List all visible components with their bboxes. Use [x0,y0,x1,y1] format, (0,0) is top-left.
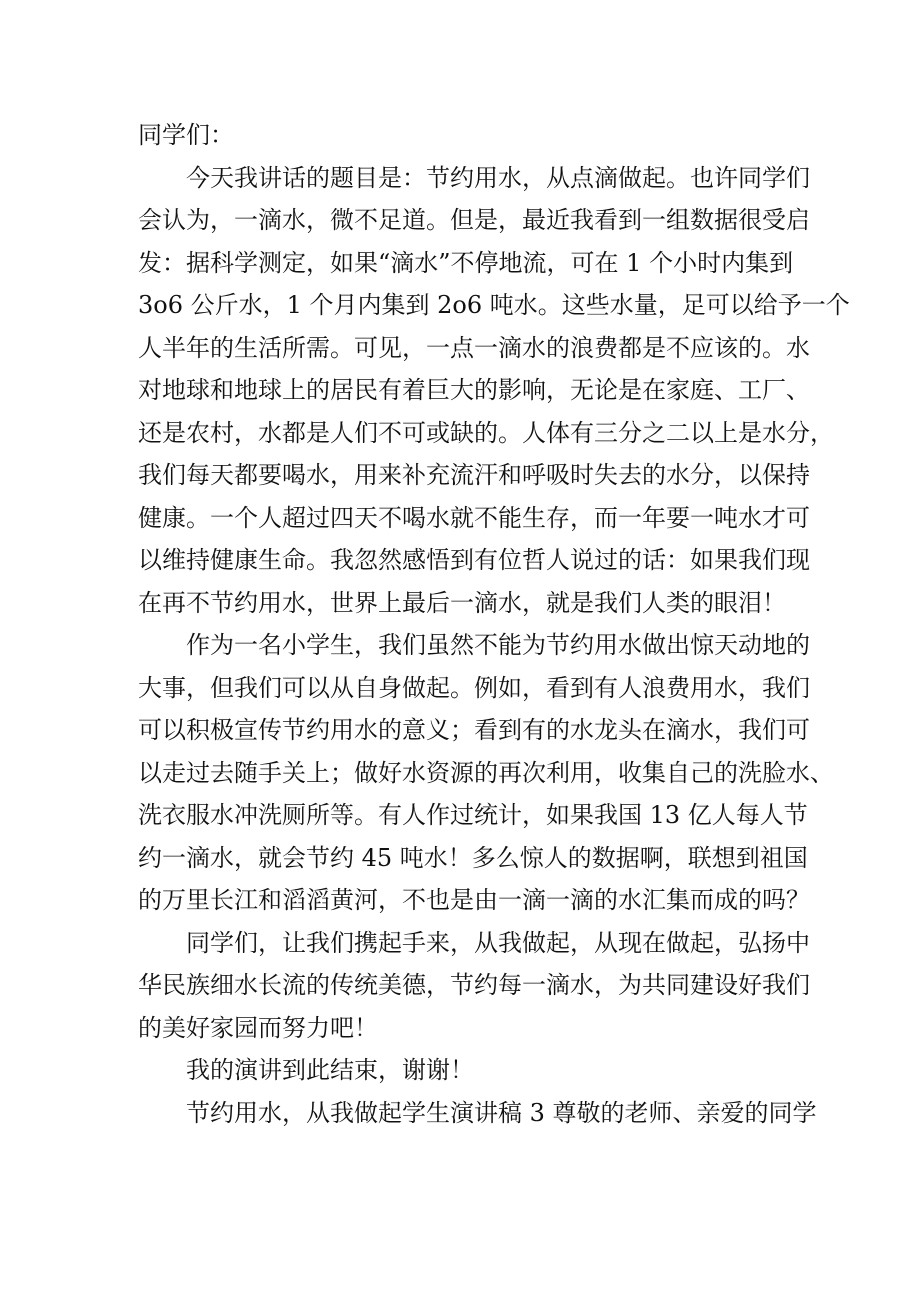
text-line: 我的演讲到此结束，谢谢！ [186,1056,474,1084]
text-line: 可以积极宣传节约用水的意义；看到有的水龙头在滴水，我们可 [138,716,810,744]
text-line: 在再不节约用水，世界上最后一滴水，就是我们人类的眼泪！ [138,588,786,617]
speech-text-body [138,114,850,1134]
text-line: 以走过去随手关上；做好水资源的再次利用，收集自己的洗脸水、 [138,758,834,787]
text-line: 同学们，让我们携起手来，从我做起，从现在做起，弘扬中 [186,928,810,957]
text-line: 健康。一个人超过四天不喝水就不能生存，而一年要一吨水才可 [138,503,810,532]
text-line: 约一滴水，就会节约 45 吨水！多么惊人的数据啊，联想到祖国 [138,843,808,872]
text-line: 3o6 公斤水，1 个月内集到 2o6 吨水。这些水量，足可以给予一个 [138,291,850,319]
text-line: 的美好家园而努力吧！ [138,1013,378,1042]
text-line: 以维持健康生命。我忽然感悟到有位哲人说过的话：如果我们现 [138,546,810,574]
text-line: 节约用水，从我做起学生演讲稿 3 尊敬的老师、亲爱的同学 [186,1098,817,1127]
text-line: 对地球和地球上的居民有着巨大的影响，无论是在家庭、工厂、 [138,376,810,404]
text-line: 作为一名小学生，我们虽然不能为节约用水做出惊天动地的 [186,631,810,659]
text-line: 洗衣服水冲洗厕所等。有人作过统计，如果我国 13 亿人每人节 [138,801,808,829]
text-line: 的万里长江和滔滔黄河，不也是由一滴一滴的水汇集而成的吗？ [138,886,810,914]
text-line: 同学们： [138,121,234,149]
text-line: 大事，但我们可以从自身做起。例如，看到有人浪费用水，我们 [138,673,810,702]
text-line: 发：据科学测定，如果“滴水”不停地流，可在 1 个小时内集到 [138,248,794,277]
text-line: 我们每天都要喝水，用来补充流汗和呼吸时失去的水分，以保持 [138,461,810,489]
text-line: 今天我讲话的题目是：节约用水，从点滴做起。也许同学们 [186,163,810,192]
text-line: 会认为，一滴水，微不足道。但是，最近我看到一组数据很受启 [138,206,810,234]
text-line: 华民族细水长流的传统美德，节约每一滴水，为共同建设好我们 [138,971,810,999]
text-line: 还是农村，水都是人们不可或缺的。人体有三分之二以上是水分， [138,418,834,447]
text-line: 人半年的生活所需。可见，一点一滴水的浪费都是不应该的。水 [138,333,810,362]
